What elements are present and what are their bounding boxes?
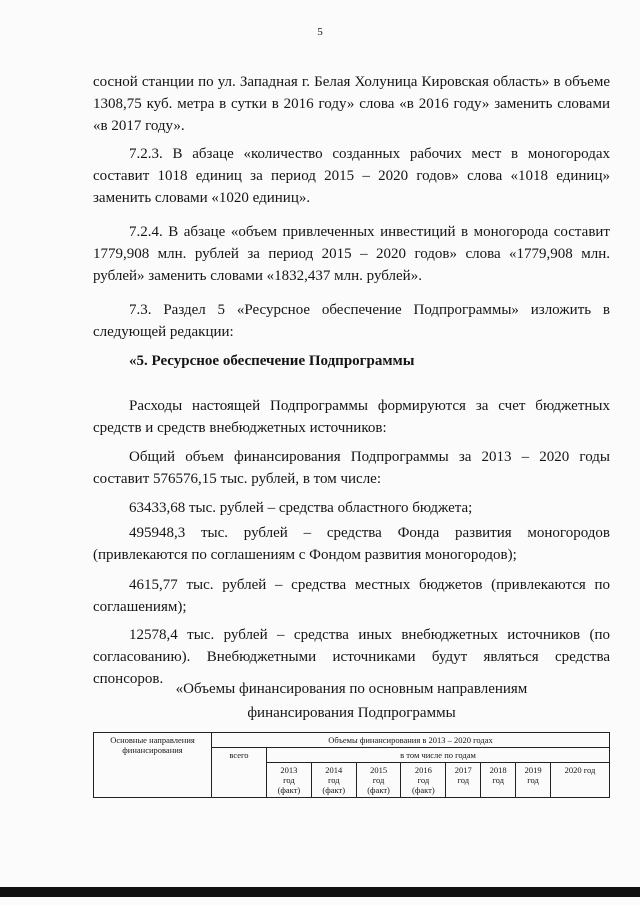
years-header: в том числе по годам xyxy=(267,748,610,763)
year-2015-header: 2015 год (факт) xyxy=(356,763,401,798)
year-2016-header: 2016 год (факт) xyxy=(401,763,446,798)
funding-regional: 63433,68 тыс. рублей – средства областного бюджета; xyxy=(129,500,473,516)
col-directions-header: Основные направления финансирования xyxy=(94,733,212,798)
year-2013-header: 2013 год (факт) xyxy=(267,763,312,798)
year-2014-header: 2014 год (факт) xyxy=(311,763,356,798)
paragraph-7-2-3: 7.2.3. В абзаце «количество созданных рабочих мест в моногородах составит 1018 единиц за период 2015 – 2020 годов» слова «1018 единиц» заменить словами «1020 единиц». xyxy=(93,146,610,206)
funding-volume-header: Объемы финансирования в 2013 – 2020 годах xyxy=(212,733,610,748)
funding-local: 4615,77 тыс. рублей – средства местных бюджетов (привлекаются по соглашениям); xyxy=(93,577,610,615)
paragraph-7-2-4: 7.2.4. В абзаце «объем привлеченных инвестиций в моногорода составит 1779,908 млн. рублей за период 2015 – 2020 годов» слова «1779,908 млн. рублей» заменить словами «1832,437 млн. рублей». xyxy=(93,224,610,284)
paragraph-total-funding: Общий объем финансирования Подпрограммы за 2013 – 2020 годы составит 576576,15 тыс. рублей, в том числе: xyxy=(93,449,610,487)
funding-fund: 495948,3 тыс. рублей – средства Фонда развития моногородов (привлекаются по соглашениям с Фондом развития моногородов); xyxy=(93,525,610,563)
section-heading: «5. Ресурсное обеспечение Подпрограммы xyxy=(129,353,415,369)
col-total-header: всего xyxy=(212,748,267,798)
year-2019-header: 2019 год xyxy=(516,763,551,798)
table-title-line1: «Объемы финансирования по основным направлениям xyxy=(175,681,528,697)
paragraph-expenses: Расходы настоящей Подпрограммы формируются за счет бюджетных средств и средств внебюджетных источников: xyxy=(93,398,610,436)
funding-extrabudget: 12578,4 тыс. рублей – средства иных внебюджетных источников (по согласованию). Внебюджетными источниками будут являться средства спонсоров. xyxy=(93,627,610,687)
paragraph-7-3: 7.3. Раздел 5 «Ресурсное обеспечение Подпрограммы» изложить в следующей редакции: xyxy=(93,302,610,340)
page-number: 5 xyxy=(317,26,323,38)
funding-table xyxy=(93,732,610,798)
paragraph-continuation: сосной станции по ул. Западная г. Белая Холуница Кировская область» в объеме 1308,75 куб. метра в сутки в 2016 году» слова «в 2016 году» заменить словами «в 2017 году». xyxy=(93,74,610,134)
year-2018-header: 2018 год xyxy=(481,763,516,798)
year-2017-header: 2017 год xyxy=(446,763,481,798)
scan-bottom-edge xyxy=(0,887,640,897)
table-title-line2: финансирования Подпрограммы xyxy=(247,705,456,721)
year-2020-header: 2020 год xyxy=(551,763,610,798)
